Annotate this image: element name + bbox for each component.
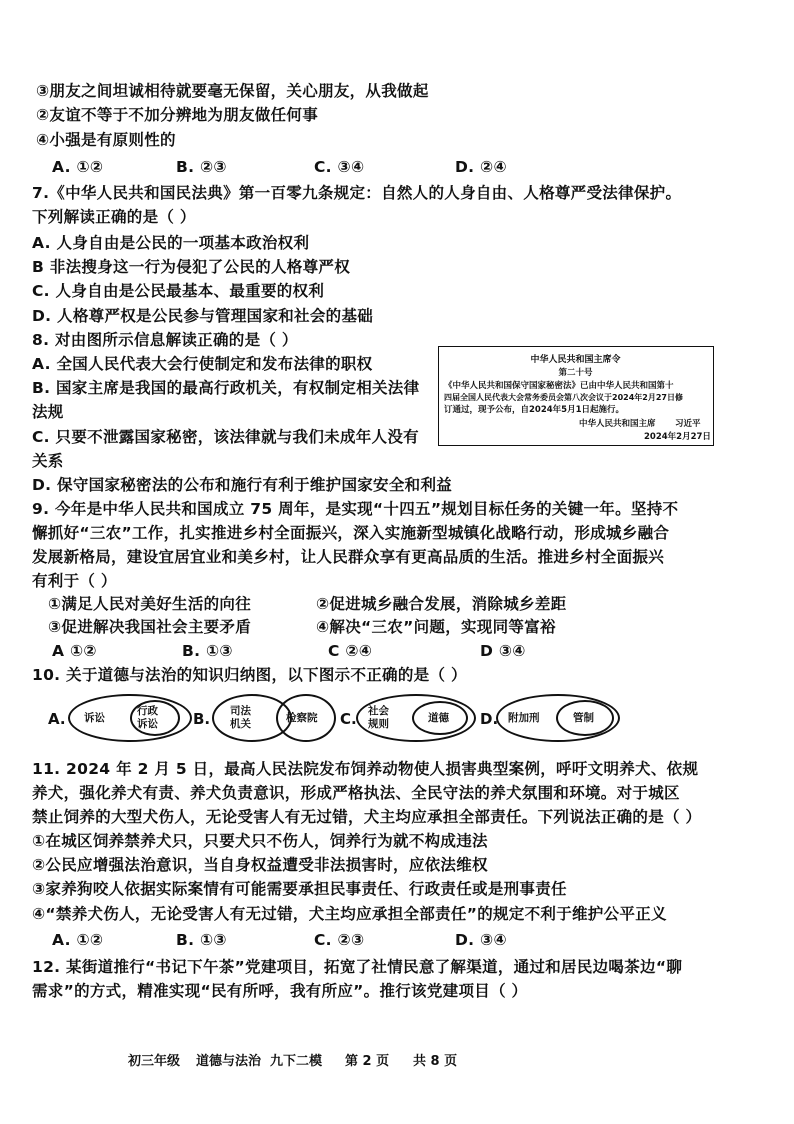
q9-stem-line-1: 9. 今年是中华人民共和国成立 75 周年，是实现“十四五”规划目标任务的关键一年。坚持不	[32, 500, 679, 518]
decree-body-line-3: 订通过，现予公布，自2024年5月1日起施行。	[444, 405, 624, 415]
q12-stem-line-1: 12. 某街道推行“书记下午茶”党建项目，拓宽了社情民意了解渠道，通过和居民边喝茶边“聊	[32, 958, 683, 976]
q8-option-b-line-1: B. 国家主席是我国的最高行政机关，有权制定相关法律	[32, 379, 420, 397]
q11-stem-line-1: 11. 2024 年 2 月 5 日，最高人民法院发布饲养动物使人损害典型案例，呼吁文明养犬、依规	[32, 760, 699, 778]
option-c: C ②④	[328, 642, 373, 660]
q9-stem-line-4: 有利于（ ）	[32, 572, 117, 590]
decree-body-line-2: 四届全国人民代表大会常务委员会第八次会议于2024年2月27日修	[444, 393, 683, 402]
q8-option-b-line-2: 法规	[32, 403, 64, 421]
option-a: A. ①②	[52, 931, 104, 949]
option-b: B. ①③	[182, 642, 233, 660]
footer-subject: 道德与法治	[196, 1054, 262, 1069]
q9-statement-2: ②促进城乡融合发展，消除城乡差距	[316, 595, 567, 613]
diagram-a-inner-text: 行政 诉讼	[137, 705, 158, 730]
decree-signer-title: 中华人民共和国主席	[579, 419, 656, 429]
diagram-d-inner-text: 管制	[573, 712, 594, 724]
decree-date: 2024年2月27日	[644, 432, 711, 442]
q10-stem: 10. 关于道德与法治的知识归纳图，以下图示不正确的是（ ）	[32, 666, 467, 684]
q7-option-c: C. 人身自由是公民最基本、最重要的权利	[32, 282, 325, 300]
diagram-d-outer-text: 附加刑	[508, 712, 540, 724]
decree-signer: 习近平	[675, 419, 701, 429]
diagram-b-right-text: 检察院	[286, 712, 318, 724]
q12-stem-line-2: 需求”的方式，精准实现“民有所呼，我有所应”。推行该党建项目（ ）	[32, 982, 528, 1000]
q6-statement-4: ④小强是有原则性的	[36, 131, 176, 149]
decree-body-line-1: 《中华人民共和国保守国家秘密法》已由中华人民共和国第十	[444, 381, 674, 391]
diagram-b-left-text: 司法 机关	[230, 705, 251, 730]
q11-stem-line-3: 禁止饲养的大型犬伤人，无论受害人有无过错，犬主均应承担全部责任。下列说法正确的是（ ）	[32, 808, 702, 826]
footer-exam: 九下二模	[270, 1054, 323, 1069]
decree-number: 第二十号	[558, 368, 593, 378]
q7-option-b: B 非法搜身这一行为侵犯了公民的人格尊严权	[32, 258, 351, 276]
diagram-c-outer-text: 社会 规则	[368, 705, 389, 730]
option-d: D. ③④	[455, 931, 507, 949]
q8-stem: 8. 对由图所示信息解读正确的是（ ）	[32, 331, 298, 349]
q7-stem-line-2: 下列解读正确的是（ ）	[32, 208, 196, 226]
option-a: A ①②	[52, 642, 97, 660]
q9-stem-line-3: 发展新格局，建设宜居宜业和美乡村，让人民群众享有更高品质的生活。推进乡村全面振兴	[32, 548, 665, 566]
diagram-b-label: B.	[193, 710, 211, 728]
option-c: C. ③④	[314, 158, 365, 176]
q11-statement-1: ①在城区饲养禁养犬只，只要犬只不伤人，饲养行为就不构成违法	[32, 832, 488, 850]
q9-statement-4: ④解决“三农”问题，实现同等富裕	[316, 618, 556, 636]
option-a: A. ①②	[52, 158, 104, 176]
decree-title: 中华人民共和国主席令	[530, 355, 621, 365]
diagram-d-label: D.	[480, 710, 499, 728]
q6-statement-2: ②友谊不等于不加分辨地为朋友做任何事	[36, 106, 319, 124]
diagram-a-outer-text: 诉讼	[84, 712, 105, 724]
q11-statement-3: ③家养狗咬人依据实际案情有可能需要承担民事责任、行政责任或是刑事责任	[32, 880, 567, 898]
option-c: C. ②③	[314, 931, 365, 949]
q8-option-d: D. 保守国家秘密法的公布和施行有利于维护国家安全和利益	[32, 476, 453, 494]
q7-option-a: A. 人身自由是公民的一项基本政治权利	[32, 234, 310, 252]
footer-grade: 初三年级	[128, 1054, 181, 1069]
option-b: B. ②③	[176, 158, 227, 176]
presidential-decree-notice	[438, 346, 714, 446]
option-d: D ③④	[480, 642, 526, 660]
q7-option-d: D. 人格尊严权是公民参与管理国家和社会的基础	[32, 307, 374, 325]
q10-diagrams	[0, 690, 794, 748]
diagram-a-label: A.	[48, 710, 66, 728]
q9-stem-line-2: 懈抓好“三农”工作，扎实推进乡村全面振兴，深入实施新型城镇化战略行动，形成城乡融合	[32, 524, 670, 542]
q8-option-c-line-1: C. 只要不泄露国家秘密，该法律就与我们未成年人没有	[32, 428, 419, 446]
footer-page-number: 第 2 页	[345, 1054, 390, 1069]
footer-total-pages: 共 8 页	[413, 1054, 458, 1069]
q11-statement-4: ④“禁养犬伤人，无论受害人有无过错，犬主均应承担全部责任”的规定不利于维护公平正义	[32, 905, 667, 923]
q11-stem-line-2: 养犬，强化养犬有责、养犬负责意识，形成严格执法、全民守法的养犬氛围和环境。对于城区	[32, 784, 680, 802]
diagram-c-inner-text: 道德	[428, 712, 449, 724]
q7-stem-line-1: 7.《中华人民共和国民法典》第一百零九条规定：自然人的人身自由、人格尊严受法律保护。	[32, 184, 682, 202]
q8-option-a: A. 全国人民代表大会行使制定和发布法律的职权	[32, 355, 373, 373]
q11-statement-2: ②公民应增强法治意识，当自身权益遭受非法损害时，应依法维权	[32, 856, 488, 874]
q6-statement-3: ③朋友之间坦诚相待就要毫无保留，关心朋友，从我做起	[36, 82, 429, 100]
q9-statement-1: ①满足人民对美好生活的向往	[48, 595, 252, 613]
diagram-c-label: C.	[340, 710, 357, 728]
option-d: D. ②④	[455, 158, 507, 176]
q8-option-c-line-2: 关系	[32, 452, 64, 470]
option-b: B. ①③	[176, 931, 227, 949]
q9-statement-3: ③促进解决我国社会主要矛盾	[48, 618, 252, 636]
